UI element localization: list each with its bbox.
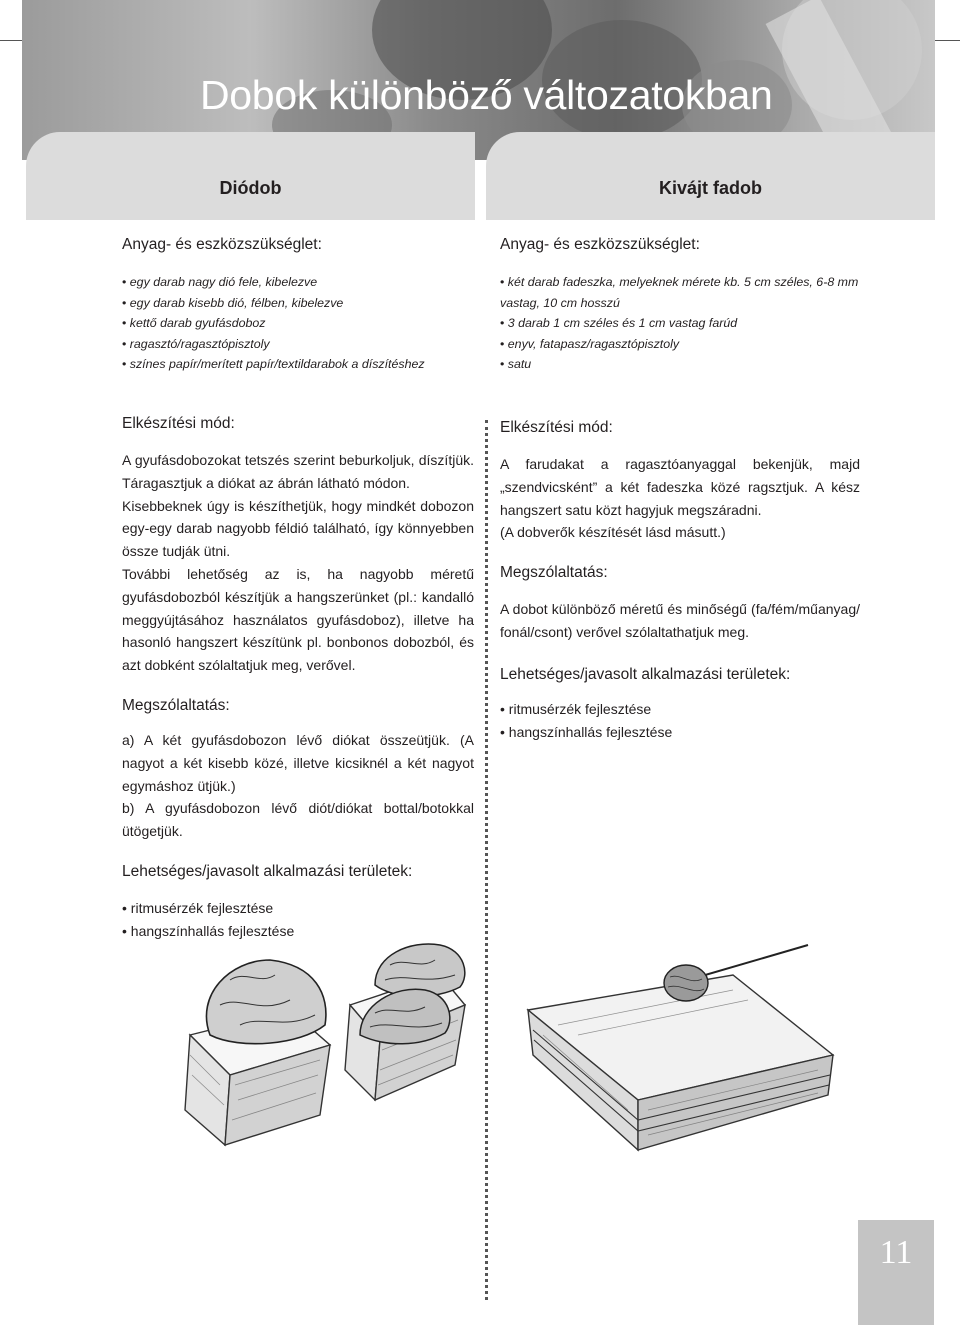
list-item: • hangszínhallás fejlesztése [122, 920, 474, 943]
play-paragraph: b) A gyufásdobozon lévő diót/diókat bottal/botokkal ütögetjük. [122, 800, 474, 840]
list-item: • ragasztó/ragasztópisztoly [122, 334, 474, 355]
list-item: • kettő darab gyufásdoboz [122, 313, 474, 334]
tab-label-diodob: Diódob [219, 178, 282, 198]
method-paragraph: További lehetőség az is, ha nagyobb méretű gyufásdobozból készítjük a hangszerünket (pl.: kandalló meggyújtásához használatos gyufásdoboz), illetve ha hasonló hangszert készítünk pl. bonbonos dobozból, és azt dobként szólaltatjuk meg, verővel. [122, 565, 474, 674]
tab-kivajt-fadob [486, 132, 935, 220]
materials-list [500, 272, 860, 375]
list-item: • hangszínhallás fejlesztése [500, 721, 860, 744]
wooden-drum-illustration [498, 935, 843, 1155]
page-title: Dobok különböző változatokban [200, 72, 773, 118]
method-paragraph: A farudakat a ragasztóanyaggal bekenjük, majd „szendvicsként” a két fadeszka közé ragsztjuk. A kész hangszert satu közt hagyjuk megszáradni. [500, 455, 860, 518]
play-heading: Megszólaltatás: [122, 696, 230, 714]
play-paragraph: a) A két gyufásdobozon lévő diókat összeütjük. (A nagyot a két kisebb közé, illetve kicsiknél a két nagyot egymáshoz ütjük.) [122, 731, 474, 794]
applications-heading: Lehetséges/javasolt alkalmazási területek: [122, 862, 413, 880]
list-item: • két darab fadeszka, melyeknek mérete kb. 5 cm széles, 6-8 mm vastag, 10 cm hosszú [500, 272, 860, 313]
list-item: • egy darab nagy dió fele, kibelezve [122, 272, 474, 293]
method-paragraph: Kisebbeknek úgy is készíthetjük, hogy mindkét dobozon egy-egy darab nagyobb féldió található, így könnyebben össze tudják ütni. [122, 497, 474, 560]
page-number-box [858, 1220, 934, 1325]
list-item: • ritmusérzék fejlesztése [500, 698, 860, 721]
list-item: • satu [500, 354, 860, 375]
crop-mark [932, 40, 960, 41]
right-column [500, 236, 860, 743]
play-heading: Megszólaltatás: [500, 564, 608, 582]
left-column [122, 236, 474, 943]
method-paragraph: (A dobverők készítését lásd másutt.) [500, 524, 726, 541]
method-paragraph: A gyufásdobozokat tetszés szerint beburkoljuk, díszítjük. Táragasztjuk a diókat az ábrán látható módon. [122, 451, 474, 491]
walnut-drum-illustration [120, 925, 480, 1160]
materials-heading: Anyag- és eszközszükséglet: [122, 236, 322, 253]
materials-list [122, 272, 474, 375]
page-number: 11 [879, 1234, 913, 1271]
method-heading: Elkészítési mód: [500, 418, 613, 436]
play-paragraph: A dobot különböző méretű és minőségű (fa/fém/műanyag/ fonál/csont) verővel szólaltathatjuk meg. [500, 601, 860, 640]
tab-diodob [26, 132, 475, 220]
list-item: • színes papír/merített papír/textildarabok a díszítéshez [122, 354, 474, 375]
list-item: • ritmusérzék fejlesztése [122, 897, 474, 920]
materials-heading: Anyag- és eszközszükséglet: [500, 236, 700, 253]
method-heading: Elkészítési mód: [122, 414, 235, 432]
applications-list [500, 698, 860, 744]
list-item: • enyv, fatapasz/ragasztópisztoly [500, 334, 860, 355]
column-divider [485, 420, 488, 1300]
tab-label-kivajt-fadob: Kivájt fadob [658, 178, 762, 198]
applications-heading: Lehetséges/javasolt alkalmazási területek: [500, 665, 791, 683]
list-item: • egy darab kisebb dió, félben, kibelezve [122, 293, 474, 314]
list-item: • 3 darab 1 cm széles és 1 cm vastag farúd [500, 313, 860, 334]
